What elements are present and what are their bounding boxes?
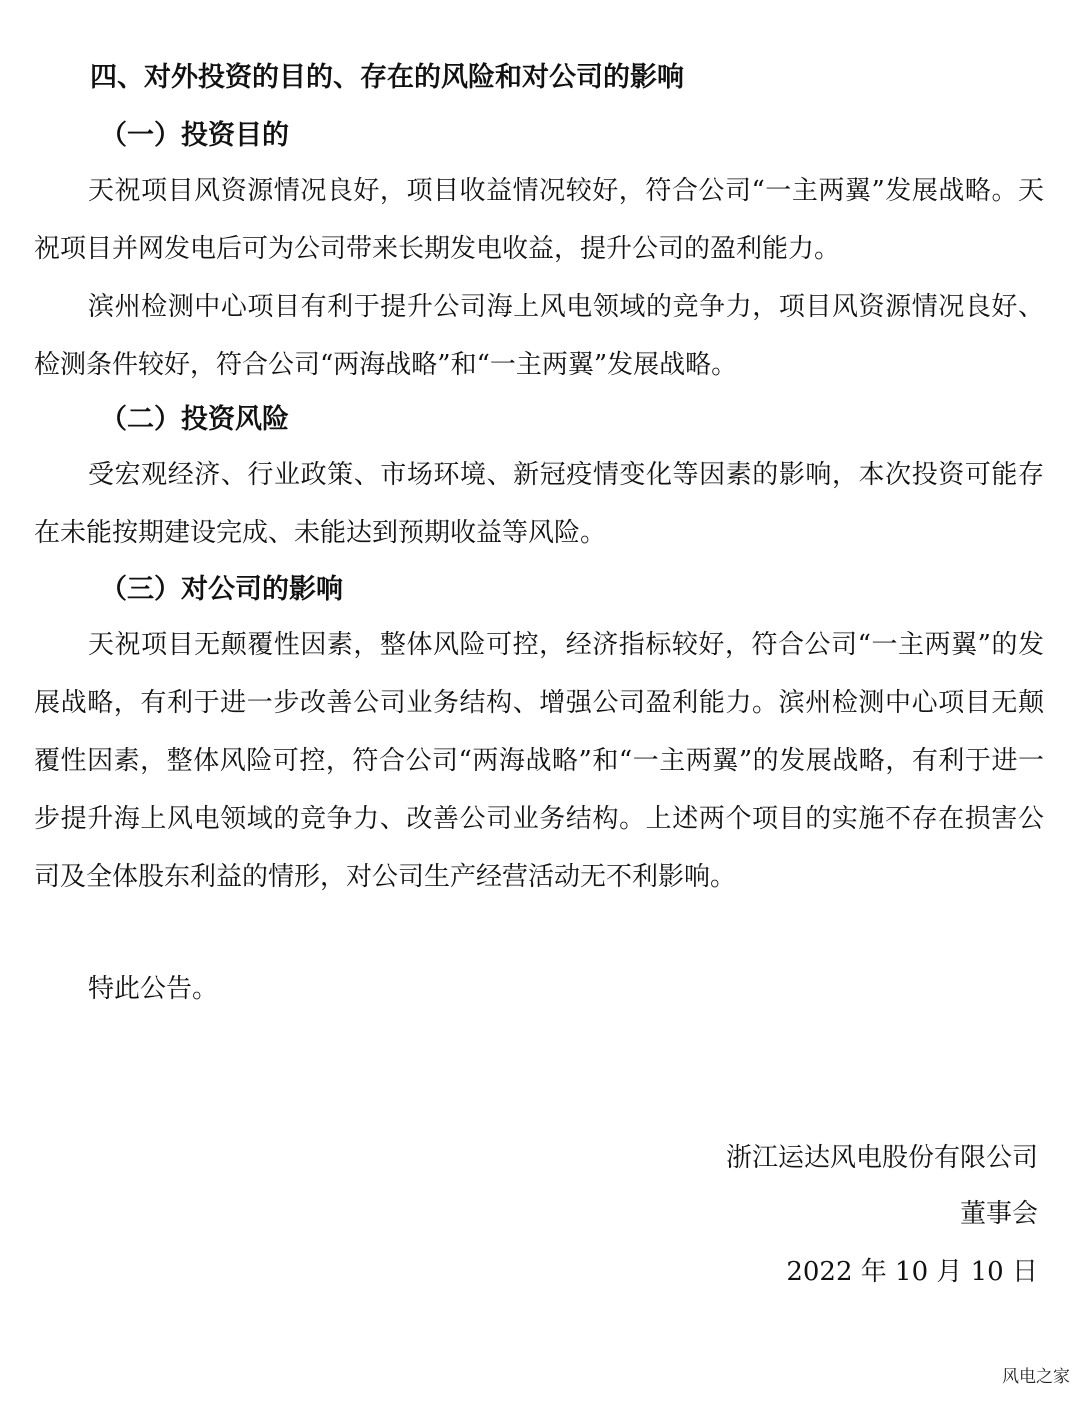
paragraph-purpose-binzhou: 滨州检测中心项目有利于提升公司海上风电领域的竞争力，项目风资源情况良好、检测条件较好，符合公司“两海战略”和“一主两翼”发展战略。	[34, 292, 1044, 380]
watermark: 风电之家	[1002, 1367, 1070, 1387]
signature-board: 董事会	[959, 1199, 1038, 1229]
closing-statement: 特此公告。	[88, 974, 219, 1004]
section-title: 四、对外投资的目的、存在的风险和对公司的影响	[90, 62, 684, 93]
paragraph-purpose-tianzhu: 天祝项目风资源情况良好，项目收益情况较好，符合公司“一主两翼”发展战略。天祝项目并网发电后可为公司带来长期发电收益，提升公司的盈利能力。	[34, 176, 1044, 264]
subsection-heading-purpose: （一）投资目的	[100, 120, 289, 151]
subsection-heading-impact: （三）对公司的影响	[100, 574, 343, 605]
paragraph-impact: 天祝项目无颠覆性因素，整体风险可控，经济指标较好，符合公司“一主两翼”的发展战略，有利于进一步改善公司业务结构、增强公司盈利能力。滨州检测中心项目无颠覆性因素，整体风险可控，符合公司“两海战略”和“一主两翼”的发展战略，有利于进一步提升海上风电领域的竞争力、改善公司业务结构。上述两个项目的实施不存在损害公司及全体股东利益的情形，对公司生产经营活动无不利影响。	[34, 630, 1044, 892]
signature-company: 浙江运达风电股份有限公司	[725, 1143, 1038, 1173]
signature-date: 2022 年 10 月 10 日	[786, 1257, 1038, 1287]
paragraph-risk: 受宏观经济、行业政策、市场环境、新冠疫情变化等因素的影响，本次投资可能存在未能按期建设完成、未能达到预期收益等风险。	[34, 460, 1044, 548]
subsection-heading-risk: （二）投资风险	[100, 404, 289, 435]
